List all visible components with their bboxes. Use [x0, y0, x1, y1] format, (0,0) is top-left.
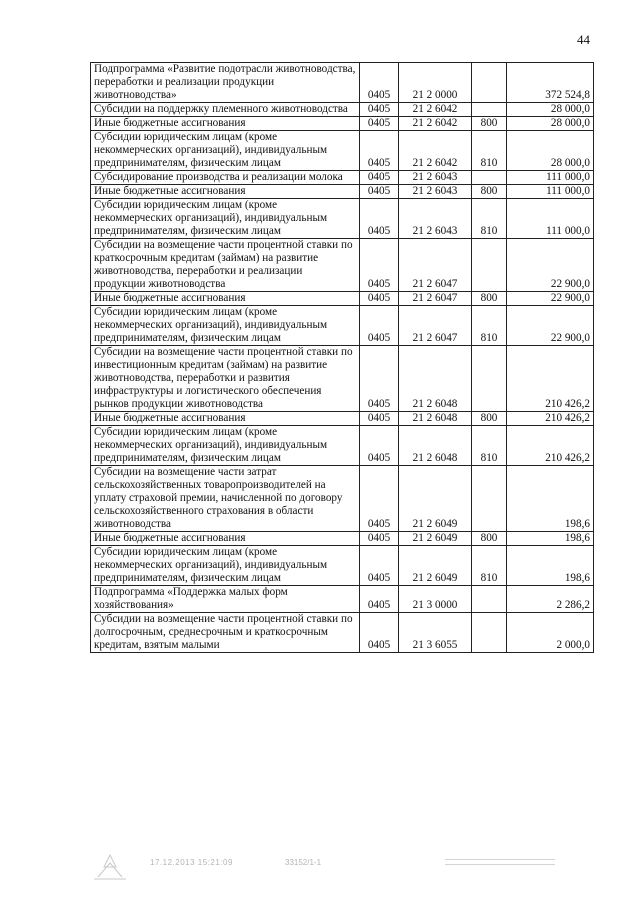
table-row: [91, 532, 594, 546]
row-amount: 28 000,0: [507, 103, 594, 117]
row-target-code: 21 2 6042: [399, 103, 472, 117]
row-target-code: 21 2 6043: [399, 171, 472, 185]
row-amount: 210 426,2: [507, 412, 594, 426]
row-expense-type: 810: [472, 199, 507, 239]
row-expense-type: 810: [472, 546, 507, 586]
row-amount: 372 524,8: [507, 63, 594, 103]
table-row: [91, 426, 594, 466]
row-expense-type: [472, 346, 507, 412]
row-section: 0405: [360, 239, 399, 292]
row-section: 0405: [360, 171, 399, 185]
row-target-code: 21 2 6049: [399, 466, 472, 532]
row-section: 0405: [360, 586, 399, 613]
row-amount: 111 000,0: [507, 185, 594, 199]
table-row: [91, 412, 594, 426]
row-amount: 28 000,0: [507, 131, 594, 171]
row-target-code: 21 2 6042: [399, 117, 472, 131]
row-amount: 198,6: [507, 532, 594, 546]
row-expense-type: 800: [472, 412, 507, 426]
footer-document-code: 33152/1-1: [285, 858, 322, 867]
row-amount: 22 900,0: [507, 292, 594, 306]
table-row: [91, 117, 594, 131]
row-section: 0405: [360, 306, 399, 346]
row-name: Субсидии юридическим лицам (кроме некоммерческих организаций), индивидуальным предпринимателям, физическим лицам: [91, 131, 360, 171]
document-stamp-icon: [90, 853, 130, 881]
row-amount: 22 900,0: [507, 239, 594, 292]
row-expense-type: 810: [472, 306, 507, 346]
table-row: [91, 63, 594, 103]
row-expense-type: [472, 63, 507, 103]
page-footer: [90, 853, 550, 883]
row-target-code: 21 2 6043: [399, 199, 472, 239]
row-name: Иные бюджетные ассигнования: [91, 117, 360, 131]
row-section: 0405: [360, 117, 399, 131]
row-name: Подпрограмма «Поддержка малых форм хозяйствования»: [91, 586, 360, 613]
row-amount: 198,6: [507, 546, 594, 586]
row-target-code: 21 3 0000: [399, 586, 472, 613]
row-expense-type: [472, 171, 507, 185]
row-target-code: 21 2 6047: [399, 306, 472, 346]
row-section: 0405: [360, 103, 399, 117]
row-expense-type: 800: [472, 532, 507, 546]
row-target-code: 21 2 6048: [399, 426, 472, 466]
row-section: 0405: [360, 346, 399, 412]
row-amount: 111 000,0: [507, 199, 594, 239]
footer-timestamp: 17.12.2013 15:21:09: [150, 858, 233, 867]
row-section: 0405: [360, 63, 399, 103]
row-target-code: 21 2 6047: [399, 292, 472, 306]
table-row: [91, 586, 594, 613]
budget-table-body: [91, 63, 594, 653]
row-name: Субсидии юридическим лицам (кроме некоммерческих организаций), индивидуальным предпринимателям, физическим лицам: [91, 426, 360, 466]
row-section: 0405: [360, 199, 399, 239]
row-target-code: 21 2 0000: [399, 63, 472, 103]
table-row: [91, 346, 594, 412]
row-amount: 210 426,2: [507, 346, 594, 412]
row-target-code: 21 2 6043: [399, 185, 472, 199]
row-section: 0405: [360, 292, 399, 306]
row-target-code: 21 2 6048: [399, 346, 472, 412]
row-section: 0405: [360, 185, 399, 199]
row-amount: 111 000,0: [507, 171, 594, 185]
row-target-code: 21 2 6047: [399, 239, 472, 292]
row-expense-type: [472, 586, 507, 613]
row-name: Субсидии юридическим лицам (кроме некоммерческих организаций), индивидуальным предпринимателям, физическим лицам: [91, 199, 360, 239]
row-target-code: 21 3 6055: [399, 613, 472, 653]
row-target-code: 21 2 6049: [399, 546, 472, 586]
row-section: 0405: [360, 426, 399, 466]
budget-table: [90, 62, 594, 653]
row-name: Субсидии на возмещение части процентной ставки по долгосрочным, среднесрочным и краткосрочным кредитам, взятым малыми: [91, 613, 360, 653]
row-amount: 210 426,2: [507, 426, 594, 466]
table-row: [91, 171, 594, 185]
table-row: [91, 239, 594, 292]
row-name: Субсидии юридическим лицам (кроме некоммерческих организаций), индивидуальным предпринимателям, физическим лицам: [91, 306, 360, 346]
row-amount: 28 000,0: [507, 117, 594, 131]
row-target-code: 21 2 6042: [399, 131, 472, 171]
row-name: Субсидии на возмещение части процентной ставки по инвестиционным кредитам (займам) на развитие животноводства, переработки и развития инфраструктуры и логистического обеспечения рынков продукции животноводства: [91, 346, 360, 412]
row-expense-type: 800: [472, 292, 507, 306]
table-row: [91, 103, 594, 117]
table-row: [91, 199, 594, 239]
row-expense-type: 810: [472, 131, 507, 171]
row-amount: 22 900,0: [507, 306, 594, 346]
row-expense-type: 810: [472, 426, 507, 466]
row-expense-type: 800: [472, 117, 507, 131]
row-name: Иные бюджетные ассигнования: [91, 292, 360, 306]
row-name: Субсидии на возмещение части процентной ставки по краткосрочным кредитам (займам) на развитие животноводства, переработки и реализации продукции животноводства: [91, 239, 360, 292]
row-target-code: 21 2 6049: [399, 532, 472, 546]
row-expense-type: [472, 103, 507, 117]
row-name: Субсидирование производства и реализации молока: [91, 171, 360, 185]
row-expense-type: [472, 613, 507, 653]
row-section: 0405: [360, 412, 399, 426]
row-name: Субсидии на возмещение части затрат сельскохозяйственных товаропроизводителей на уплату страховой премии, начисленной по договору сельскохозяйственного страхования в области животноводства: [91, 466, 360, 532]
row-target-code: 21 2 6048: [399, 412, 472, 426]
row-name: Иные бюджетные ассигнования: [91, 532, 360, 546]
row-section: 0405: [360, 613, 399, 653]
table-row: [91, 185, 594, 199]
row-name: Иные бюджетные ассигнования: [91, 185, 360, 199]
row-name: Субсидии на поддержку племенного животноводства: [91, 103, 360, 117]
table-row: [91, 466, 594, 532]
page-number: 44: [577, 32, 590, 47]
table-row: [91, 131, 594, 171]
row-section: 0405: [360, 131, 399, 171]
table-row: [91, 613, 594, 653]
row-expense-type: [472, 239, 507, 292]
row-amount: 2 000,0: [507, 613, 594, 653]
faded-footer-mark: [445, 855, 555, 873]
row-amount: 2 286,2: [507, 586, 594, 613]
row-name: Подпрограмма «Развитие подотрасли животноводства, переработки и реализации продукции животноводства»: [91, 63, 360, 103]
row-section: 0405: [360, 546, 399, 586]
row-name: Иные бюджетные ассигнования: [91, 412, 360, 426]
row-section: 0405: [360, 466, 399, 532]
row-amount: 198,6: [507, 466, 594, 532]
row-expense-type: 800: [472, 185, 507, 199]
table-row: [91, 546, 594, 586]
row-name: Субсидии юридическим лицам (кроме некоммерческих организаций), индивидуальным предпринимателям, физическим лицам: [91, 546, 360, 586]
table-row: [91, 292, 594, 306]
row-expense-type: [472, 466, 507, 532]
table-row: [91, 306, 594, 346]
row-section: 0405: [360, 532, 399, 546]
